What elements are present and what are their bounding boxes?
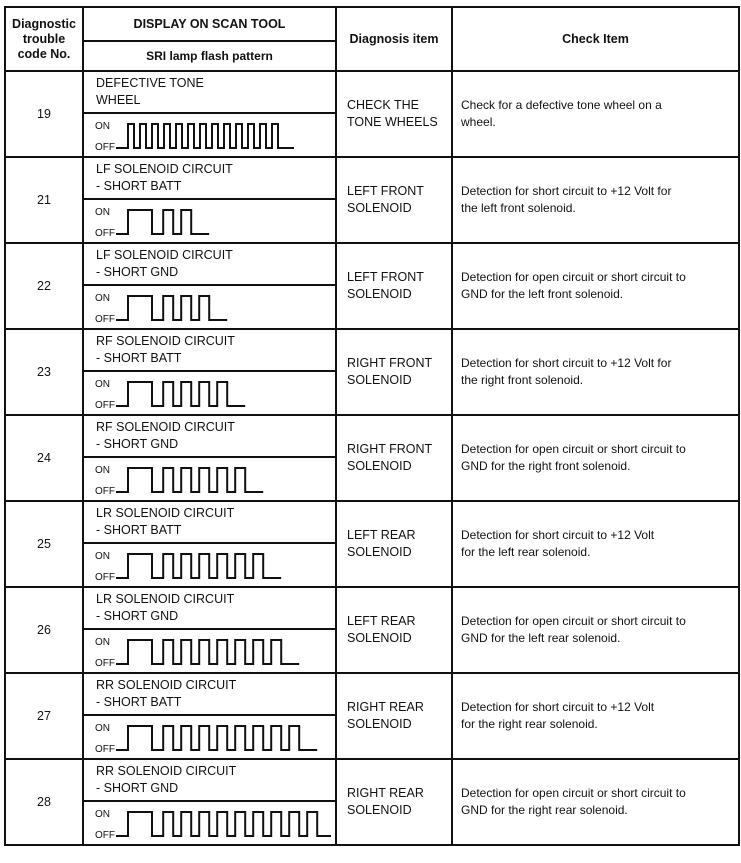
- dtc-row: [5, 501, 739, 587]
- pulse-trace: [116, 210, 209, 234]
- trouble-code: 21: [5, 157, 83, 243]
- trouble-code: 22: [5, 243, 83, 329]
- pulse-trace: [116, 640, 299, 664]
- dtc-row: [5, 71, 739, 157]
- check-item: Detection for short circuit to +12 Volt for the right rear solenoid.: [452, 673, 739, 759]
- scan-tool-display: RF SOLENOID CIRCUIT - SHORT GND: [84, 416, 335, 458]
- off-label: OFF: [95, 400, 115, 411]
- display-cell: [83, 71, 336, 157]
- on-label: ON: [95, 637, 110, 648]
- scan-tool-display: RR SOLENOID CIRCUIT - SHORT BATT: [84, 674, 335, 716]
- check-item: Detection for open circuit or short circuit to GND for the right front solenoid.: [452, 415, 739, 501]
- diagnosis-item: LEFT REAR SOLENOID: [336, 587, 452, 673]
- dtc-row: [5, 329, 739, 415]
- header-check: Check Item: [452, 7, 739, 71]
- off-label: OFF: [95, 142, 115, 153]
- flash-pattern: [84, 286, 335, 328]
- flash-pattern-waveform: [116, 636, 331, 668]
- display-cell: [83, 759, 336, 845]
- trouble-code: 25: [5, 501, 83, 587]
- off-label: OFF: [95, 486, 115, 497]
- trouble-code: 24: [5, 415, 83, 501]
- diagnosis-item: LEFT FRONT SOLENOID: [336, 243, 452, 329]
- display-cell: [83, 673, 336, 759]
- header-code: Diagnostic trouble code No.: [5, 7, 83, 71]
- scan-tool-display: LR SOLENOID CIRCUIT - SHORT BATT: [84, 502, 335, 544]
- flash-pattern: [84, 630, 335, 672]
- trouble-code: 23: [5, 329, 83, 415]
- trouble-code: 28: [5, 759, 83, 845]
- check-item: Check for a defective tone wheel on a wheel.: [452, 71, 739, 157]
- on-label: ON: [95, 379, 110, 390]
- pulse-trace: [116, 382, 245, 406]
- display-cell: [83, 329, 336, 415]
- pulse-trace: [116, 468, 263, 492]
- on-label: ON: [95, 551, 110, 562]
- check-item: Detection for short circuit to +12 Volt for the right front solenoid.: [452, 329, 739, 415]
- pulse-trace: [116, 726, 317, 750]
- display-cell: [83, 587, 336, 673]
- header-flash-pattern: SRI lamp flash pattern: [83, 41, 336, 71]
- off-label: OFF: [95, 744, 115, 755]
- flash-pattern: [84, 458, 335, 500]
- display-cell: [83, 501, 336, 587]
- trouble-code: 26: [5, 587, 83, 673]
- flash-pattern-waveform: [116, 808, 331, 840]
- dtc-row: [5, 243, 739, 329]
- flash-pattern-waveform: [116, 292, 331, 324]
- diagnosis-item: CHECK THE TONE WHEELS: [336, 71, 452, 157]
- check-item: Detection for short circuit to +12 Volt for the left rear solenoid.: [452, 501, 739, 587]
- diagnosis-item: RIGHT REAR SOLENOID: [336, 673, 452, 759]
- flash-pattern: [84, 544, 335, 586]
- scan-tool-display: RF SOLENOID CIRCUIT - SHORT BATT: [84, 330, 335, 372]
- display-cell: [83, 157, 336, 243]
- off-label: OFF: [95, 830, 115, 841]
- off-label: OFF: [95, 658, 115, 669]
- scan-tool-display: LR SOLENOID CIRCUIT - SHORT GND: [84, 588, 335, 630]
- flash-pattern: [84, 114, 335, 156]
- pulse-trace: [116, 296, 227, 320]
- on-label: ON: [95, 293, 110, 304]
- flash-pattern-waveform: [116, 120, 331, 152]
- off-label: OFF: [95, 314, 115, 325]
- scan-tool-display: LF SOLENOID CIRCUIT - SHORT BATT: [84, 158, 335, 200]
- flash-pattern: [84, 372, 335, 414]
- on-label: ON: [95, 723, 110, 734]
- dtc-row: [5, 587, 739, 673]
- check-item: Detection for open circuit or short circuit to GND for the right rear solenoid.: [452, 759, 739, 845]
- dtc-rows: [5, 71, 739, 845]
- diagnosis-item: RIGHT FRONT SOLENOID: [336, 329, 452, 415]
- dtc-row: [5, 673, 739, 759]
- dtc-row: [5, 759, 739, 845]
- diagnosis-item: LEFT REAR SOLENOID: [336, 501, 452, 587]
- check-item: Detection for open circuit or short circuit to GND for the left front solenoid.: [452, 243, 739, 329]
- flash-pattern-waveform: [116, 464, 331, 496]
- dtc-table-sheet: [4, 6, 738, 846]
- scan-tool-display: RR SOLENOID CIRCUIT - SHORT GND: [84, 760, 335, 802]
- trouble-code: 19: [5, 71, 83, 157]
- on-label: ON: [95, 809, 110, 820]
- dtc-table: [4, 6, 740, 846]
- diagnosis-item: RIGHT REAR SOLENOID: [336, 759, 452, 845]
- pulse-trace: [116, 812, 331, 836]
- diagnosis-item: RIGHT FRONT SOLENOID: [336, 415, 452, 501]
- diagnosis-item: LEFT FRONT SOLENOID: [336, 157, 452, 243]
- dtc-row: [5, 415, 739, 501]
- off-label: OFF: [95, 228, 115, 239]
- flash-pattern: [84, 802, 335, 844]
- dtc-row: [5, 157, 739, 243]
- pulse-trace: [116, 554, 281, 578]
- check-item: Detection for open circuit or short circuit to GND for the left rear solenoid.: [452, 587, 739, 673]
- trouble-code: 27: [5, 673, 83, 759]
- on-label: ON: [95, 121, 110, 132]
- flash-pattern-waveform: [116, 722, 331, 754]
- on-label: ON: [95, 465, 110, 476]
- scan-tool-display: DEFECTIVE TONE WHEEL: [84, 72, 335, 114]
- flash-pattern: [84, 200, 335, 242]
- display-cell: [83, 243, 336, 329]
- on-label: ON: [95, 207, 110, 218]
- pulse-trace: [116, 124, 294, 148]
- off-label: OFF: [95, 572, 115, 583]
- flash-pattern-waveform: [116, 378, 331, 410]
- scan-tool-display: LF SOLENOID CIRCUIT - SHORT GND: [84, 244, 335, 286]
- flash-pattern-waveform: [116, 206, 331, 238]
- check-item: Detection for short circuit to +12 Volt for the left front solenoid.: [452, 157, 739, 243]
- header-display: DISPLAY ON SCAN TOOL: [83, 7, 336, 41]
- flash-pattern-waveform: [116, 550, 331, 582]
- header-diagnosis: Diagnosis item: [336, 7, 452, 71]
- display-cell: [83, 415, 336, 501]
- flash-pattern: [84, 716, 335, 758]
